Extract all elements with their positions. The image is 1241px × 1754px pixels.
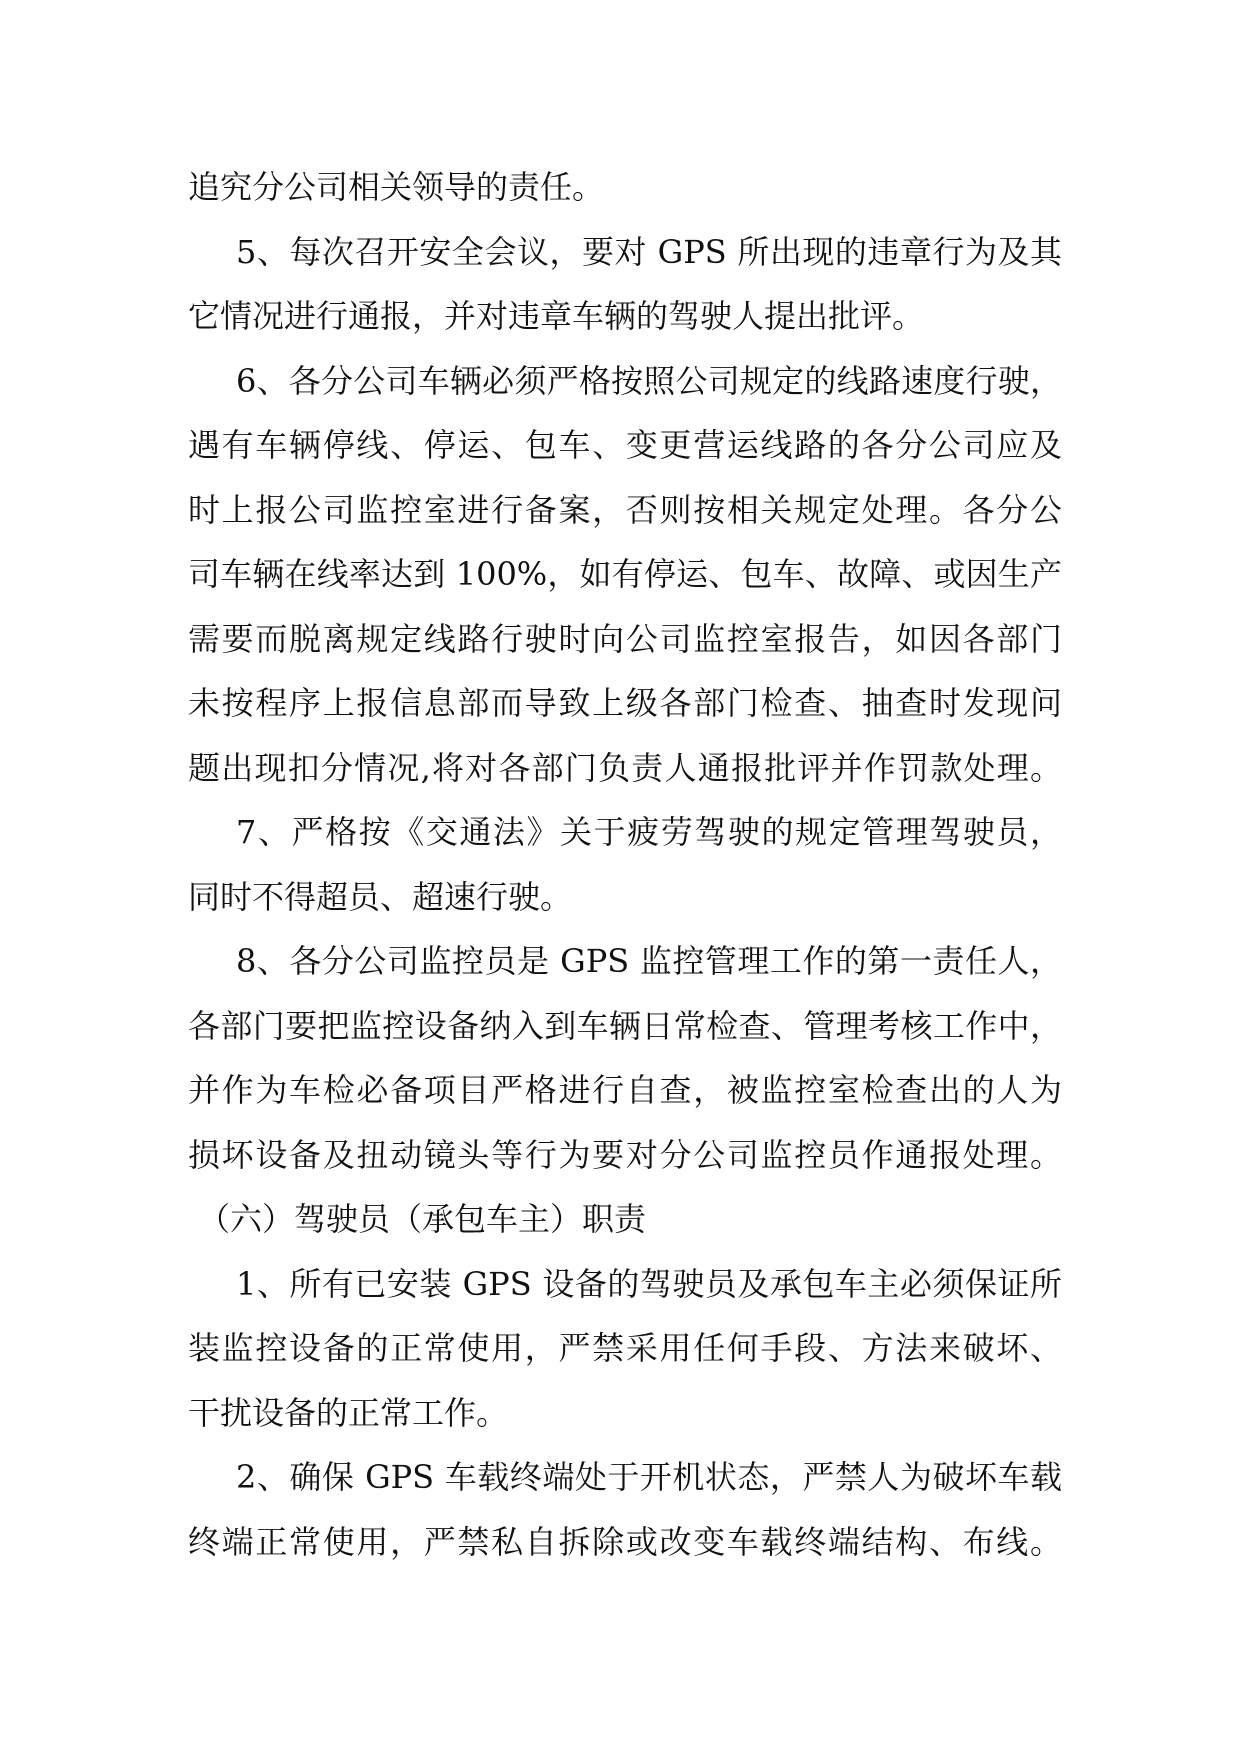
text-line: 追究分公司相关领导的责任。 bbox=[188, 168, 605, 206]
item-1-line: 1、所有已安装 GPS 设备的驾驶员及承包车主必须保证所 bbox=[236, 1264, 1062, 1303]
text-line: 损坏设备及扭动镜头等行为要对分公司监控员作通报处理。 bbox=[188, 1135, 1062, 1174]
text-line: 时上报公司监控室进行备案，否则按相关规定处理。各分公 bbox=[188, 490, 1062, 529]
text-line: 司车辆在线率达到 100%，如有停运、包车、故障、或因生产 bbox=[188, 555, 1062, 593]
text-line: 并作为车检必备项目严格进行自查，被监控室检查出的人为 bbox=[188, 1071, 1062, 1109]
item-5-line: 5、每次召开安全会议，要对 GPS 所出现的违章行为及其 bbox=[236, 232, 1062, 271]
text-line: 装监控设备的正常使用，严禁采用任何手段、方法来破坏、 bbox=[188, 1329, 1062, 1367]
item-2-line: 2、确保 GPS 车载终端处于开机状态，严禁人为破坏车载 bbox=[236, 1458, 1062, 1496]
item-7-line: 7、严格按《交通法》关于疲劳驾驶的规定管理驾驶员， bbox=[236, 813, 1062, 851]
text-line: 它情况进行通报，并对违章车辆的驾驶人提出批评。 bbox=[188, 297, 925, 335]
item-6-line: 6、各分公司车辆必须严格按照公司规定的线路速度行驶， bbox=[236, 361, 1062, 400]
item-8-line: 8、各分公司监控员是 GPS 监控管理工作的第一责任人， bbox=[236, 942, 1062, 980]
text-line: 需要而脱离规定线路行驶时向公司监控室报告，如因各部门 bbox=[188, 619, 1062, 658]
text-line: 各部门要把监控设备纳入到车辆日常检查、管理考核工作中， bbox=[188, 1006, 1062, 1045]
text-line: 干扰设备的正常工作。 bbox=[188, 1393, 509, 1432]
text-line: 遇有车辆停线、停运、包车、变更营运线路的各分公司应及 bbox=[188, 426, 1062, 464]
text-line: 终端正常使用，严禁私自拆除或改变车载终端结构、布线。 bbox=[188, 1522, 1062, 1561]
text-line: 题出现扣分情况,将对各部门负责人通报批评并作罚款处理。 bbox=[188, 748, 1062, 787]
document-page bbox=[188, 155, 1062, 1574]
text-line: 同时不得超员、超速行驶。 bbox=[188, 877, 573, 916]
section-heading: （六）驾驶员（承包车主）职责 bbox=[198, 1200, 647, 1238]
text-line: 未按程序上报信息部而导致上级各部门检查、抽查时发现问 bbox=[188, 684, 1062, 722]
